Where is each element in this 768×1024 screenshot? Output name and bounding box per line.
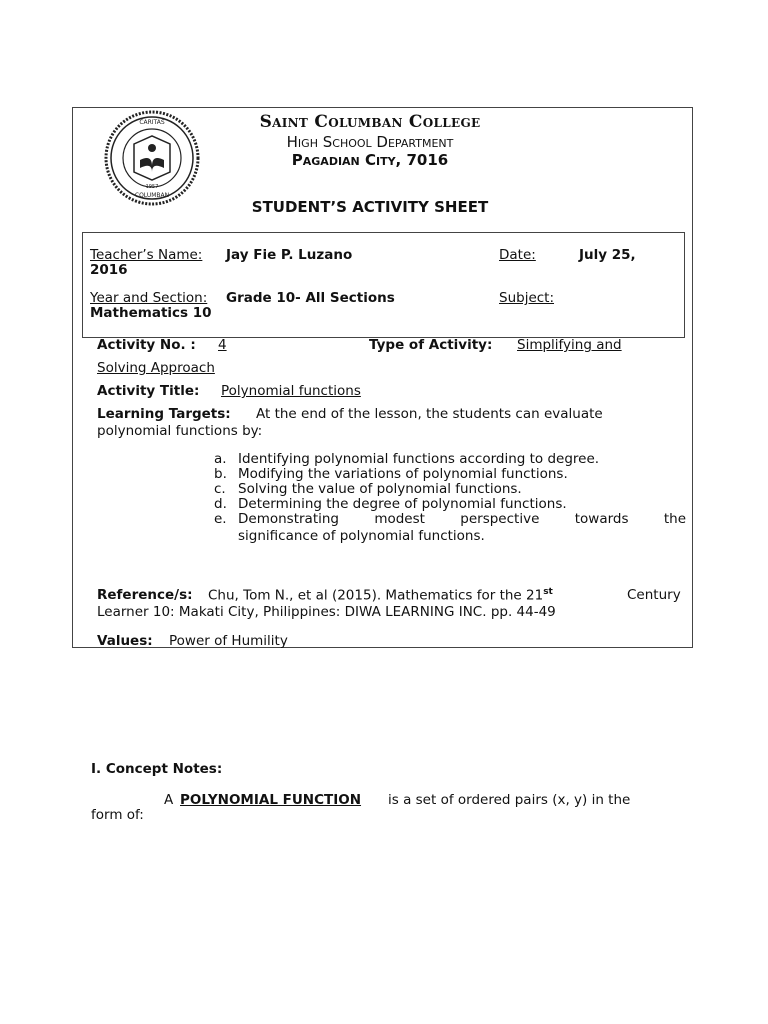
reference-text-century: Century	[627, 587, 681, 603]
college-seal-icon	[104, 110, 200, 206]
list-item: c. Solving the value of polynomial functions.	[214, 481, 522, 497]
list-item: e. Demonstrating modest perspective towards the	[214, 511, 686, 527]
list-item-cont: significance of polynomial functions.	[238, 528, 485, 544]
teacher-name: Jay Fie P. Luzano	[226, 247, 353, 263]
date-year: 2016	[90, 262, 128, 278]
learning-targets-list	[214, 452, 686, 544]
date-value: July 25,	[579, 247, 636, 263]
activity-no-value: 4	[218, 337, 227, 353]
activity-type-label: Type of Activity:	[369, 337, 493, 353]
activity-title-value: Polynomial functions	[221, 383, 361, 399]
svg-text:CARITAS: CARITAS	[139, 119, 165, 126]
sheet-title: STUDENT’S ACTIVITY SHEET	[251, 198, 489, 216]
subject-value: Mathematics 10	[90, 305, 212, 321]
targets-intro-cont: polynomial functions by:	[97, 423, 263, 439]
activity-type-value-cont: Solving Approach	[97, 360, 215, 376]
activity-type-value: Simplifying and	[517, 337, 622, 353]
list-item: d. Determining the degree of polynomial functions.	[214, 496, 567, 512]
concept-intro-a: A	[164, 792, 174, 808]
concept-notes-heading: I. Concept Notes:	[91, 761, 223, 777]
subject-label: Subject:	[499, 290, 555, 306]
concept-term: POLYNOMIAL FUNCTION	[180, 792, 362, 808]
college-name: Saint Columban College	[259, 112, 481, 132]
reference-label: Reference/s:	[97, 587, 193, 603]
list-item: a. Identifying polynomial functions according to degree.	[214, 451, 600, 467]
list-item: b. Modifying the variations of polynomial functions.	[214, 466, 568, 482]
date-label: Date:	[499, 247, 536, 263]
city-name: Pagadian City, 7016	[291, 151, 449, 169]
concept-intro-c: form of:	[91, 807, 144, 823]
activity-no-label: Activity No. :	[97, 337, 196, 353]
svg-text:COLUMBAN: COLUMBAN	[134, 192, 170, 199]
activity-title-label: Activity Title:	[97, 383, 200, 399]
teacher-label: Teacher’s Name:	[90, 247, 203, 263]
values-label: Values:	[97, 633, 153, 649]
targets-label: Learning Targets:	[97, 406, 231, 422]
reference-text: Chu, Tom N., et al (2015). Mathematics for the 21st	[208, 587, 553, 604]
section-value: Grade 10- All Sections	[226, 290, 395, 306]
department-name: High School Department	[286, 133, 454, 151]
svg-text:1957: 1957	[145, 184, 159, 190]
values-value: Power of Humility	[169, 633, 288, 649]
targets-intro: At the end of the lesson, the students can evaluate	[256, 406, 603, 422]
reference-text-cont: Learner 10: Makati City, Philippines: DIWA LEARNING INC. pp. 44-49	[97, 604, 556, 620]
concept-intro-b: is a set of ordered pairs (x, y) in the	[388, 792, 631, 808]
section-label: Year and Section:	[90, 290, 208, 306]
